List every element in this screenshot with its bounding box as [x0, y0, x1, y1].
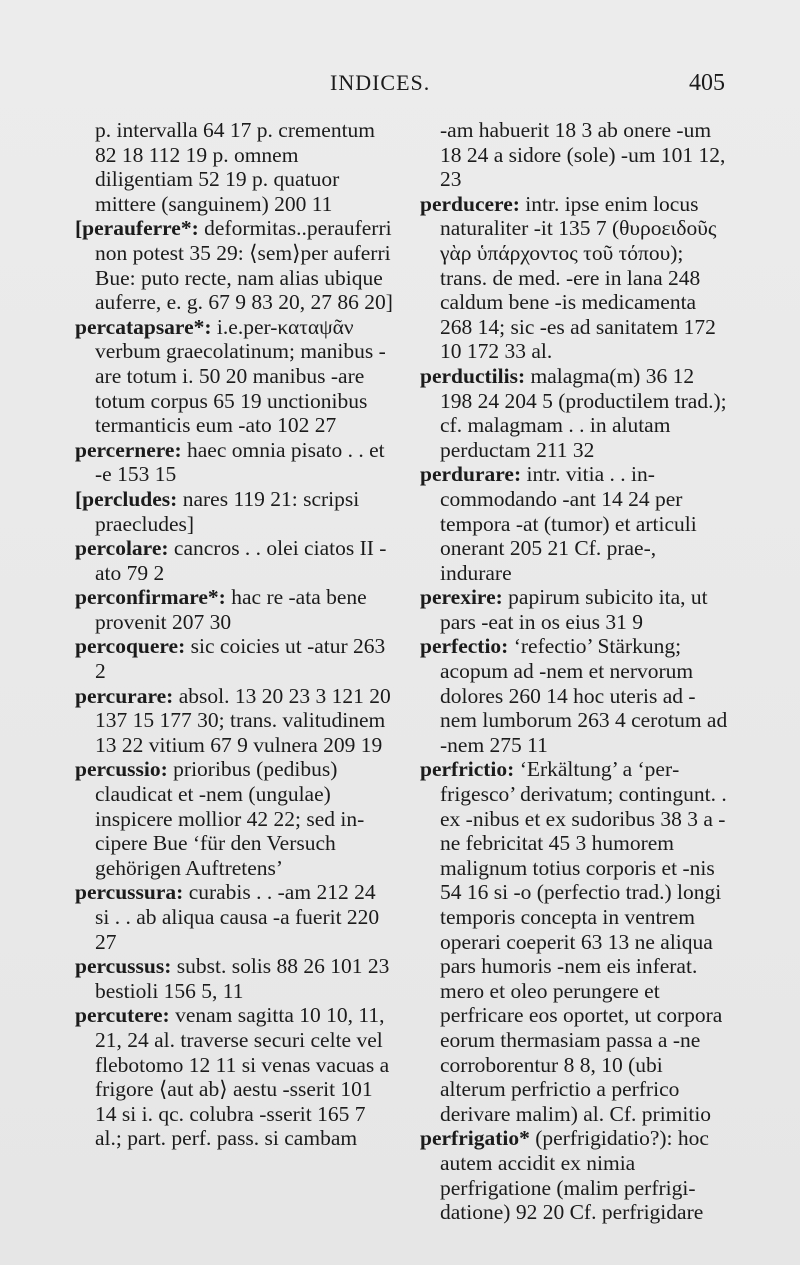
- entry-headword: percussura:: [75, 880, 184, 905]
- entry-headword: percatapsare*:: [75, 314, 212, 339]
- entry-headword: perconfirmare*:: [75, 585, 226, 610]
- entry-text: ‘Erkältung’ a ‘perfrigesco’ derivatum; contingunt. . ex -nibus et ex sudoribus 38 3 a -ne febricitat 45 3 humorem malignum totius corporis et -nis 54 16 si -o (perfectio trad.) longi temporis concepta in ventrem operari coeperit 63 13 ne aliqua pars humoris -nem eis inferat. mero et oleo perungere et perfricare eos oportet, ut corpora eorum thermasiam passa a -ne corroborentur 8 8, 10 (ubi alterum perfrictio a perfrico derivare malim) al. Cf. primitio: [440, 757, 727, 1126]
- index-entry: [420, 462, 730, 585]
- entry-headword: percoquere:: [75, 634, 186, 659]
- entry-text: deformitas..perauferri non potest 35 29: ⟨sem⟩per auferri Bue: puto recte, nam alias ubique auferre, e. g. 67 9 83 20, 27 86 20]: [95, 216, 393, 315]
- entry-text: intr. ipse enim locus naturaliter -it 135 7 (θυροειδοῦς γὰρ ὑπάρχοντος τοῦ τόπου); trans. de med. -ere in lana 248 caldum bene -is medicamenta 268 14; sic -es ad sanitatem 172 10 172 33 al.: [440, 191, 717, 364]
- entry-text: cancros . . olei ciatos II -ato 79 2: [95, 536, 387, 585]
- page-header: [0, 70, 800, 100]
- index-entry: [75, 954, 393, 1003]
- entry-headword: perductilis:: [420, 363, 526, 388]
- entry-headword: [percludes:: [75, 486, 178, 511]
- index-entry: [75, 684, 393, 758]
- entry-headword: perexire:: [420, 585, 503, 610]
- entry-headword: percernere:: [75, 437, 182, 462]
- index-entry: [420, 634, 730, 757]
- entry-text: malagma(m) 36 12 198 24 204 5 (productilem trad.); cf. malagmam . . in alutam perductam 211 32: [440, 363, 727, 462]
- entry-headword: perfrictio:: [420, 757, 515, 782]
- entry-headword: percolare:: [75, 536, 169, 561]
- entry-text: hac re -ata bene provenit 207 30: [95, 585, 367, 634]
- index-entry: [420, 1126, 730, 1224]
- entry-text: curabis . . -am 212 24 si . . ab aliqua causa -a fuerit 220 27: [95, 880, 380, 954]
- entry-text: -am habuerit 18 3 ab onere -um 18 24 a sidore (sole) -um 101 12, 23: [440, 118, 726, 192]
- index-entry: [75, 216, 393, 314]
- entry-text: intr. vitia . . incommodando -ant 14 24 per tempora -at (tumor) et articuli onerant 205 21 Cf. prae-, indurare: [440, 462, 697, 585]
- index-entry: [75, 438, 393, 487]
- index-entry: [75, 487, 393, 536]
- entry-text: ‘refectio’ Stärkung; acopum ad -nem et nervorum dolores 260 14 hoc uteris ad -nem lumborum 263 4 cerotum ad -nem 275 11: [440, 634, 728, 757]
- index-entry: [75, 880, 393, 954]
- entry-text: sic coicies ut -atur 263 2: [95, 634, 386, 684]
- index-entry: [75, 757, 393, 880]
- entry-headword: percurare:: [75, 683, 174, 708]
- entry-headword: perfectio:: [420, 634, 509, 659]
- entry-headword: percussus:: [75, 954, 172, 979]
- entry-headword: [perauferre*:: [75, 216, 199, 241]
- entry-headword: perdurare:: [420, 462, 522, 487]
- entry-headword: percussio:: [75, 757, 168, 782]
- entry-text: p. intervalla 64 17 p. crementum 82 18 112 19 p. omnem diligentiam 52 19 p. quatuor mittere (sanguinem) 200 11: [95, 118, 376, 216]
- entry-text: nares 119 21: scripsi praecludes]: [95, 486, 360, 536]
- index-entry: [420, 585, 730, 634]
- index-entry: [75, 1003, 393, 1151]
- entry-headword: perducere:: [420, 191, 520, 216]
- index-entry: [420, 364, 730, 462]
- entry-headword: perfrigatio*: [420, 1126, 530, 1151]
- right-column: [420, 118, 730, 1225]
- index-entry: [75, 634, 393, 683]
- page-number: 405: [689, 70, 725, 96]
- continued-entry: [420, 118, 730, 192]
- left-column: [75, 118, 393, 1151]
- entry-text: venam sagitta 10 10, 11, 21, 24 al. traverse securi celte vel flebotomo 12 11 si venas vacuas a frigore ⟨aut ab⟩ aestu -sserit 101 14 si i. qc. colubra -sserit 165 7 al.; part. perf. pass. si cambam: [95, 1003, 390, 1151]
- entry-text: prioribus (pedibus) claudicat et -nem (ungulae) inspicere mollior 42 22; sed incipere Bue ‘für den Versuch gehörigen Auftretens’: [95, 757, 365, 880]
- entry-text: subst. solis 88 26 101 23 bestioli 156 5, 11: [95, 954, 390, 1003]
- index-entry: [75, 536, 393, 585]
- entry-text: papirum subicito ita, ut pars -eat in os eius 31 9: [440, 585, 708, 634]
- index-entry: [75, 585, 393, 634]
- entry-headword: percutere:: [75, 1003, 170, 1028]
- entry-text: haec omnia pisato . . et -e 153 15: [95, 437, 385, 487]
- entry-text: absol. 13 20 23 3 121 20 137 15 177 30; trans. valitudinem 13 22 vitium 67 9 vulnera 209 19: [95, 683, 391, 757]
- entry-text: (perfrigidatio?): hoc autem accidit ex nimia perfrigatione (malim perfrigidatione) 92 20 Cf. perfrigidare: [440, 1126, 709, 1225]
- entry-text: i.e.per-καταψᾶν verbum graecolatinum; manibus -are totum i. 50 20 manibus -are totum corpus 65 19 unctionibus termanticis eum -ato 102 27: [95, 314, 386, 438]
- index-entry: [75, 315, 393, 438]
- index-entry: [420, 757, 730, 1126]
- running-head: INDICES.: [330, 70, 431, 95]
- index-entry: [420, 192, 730, 364]
- continued-entry: [75, 118, 393, 216]
